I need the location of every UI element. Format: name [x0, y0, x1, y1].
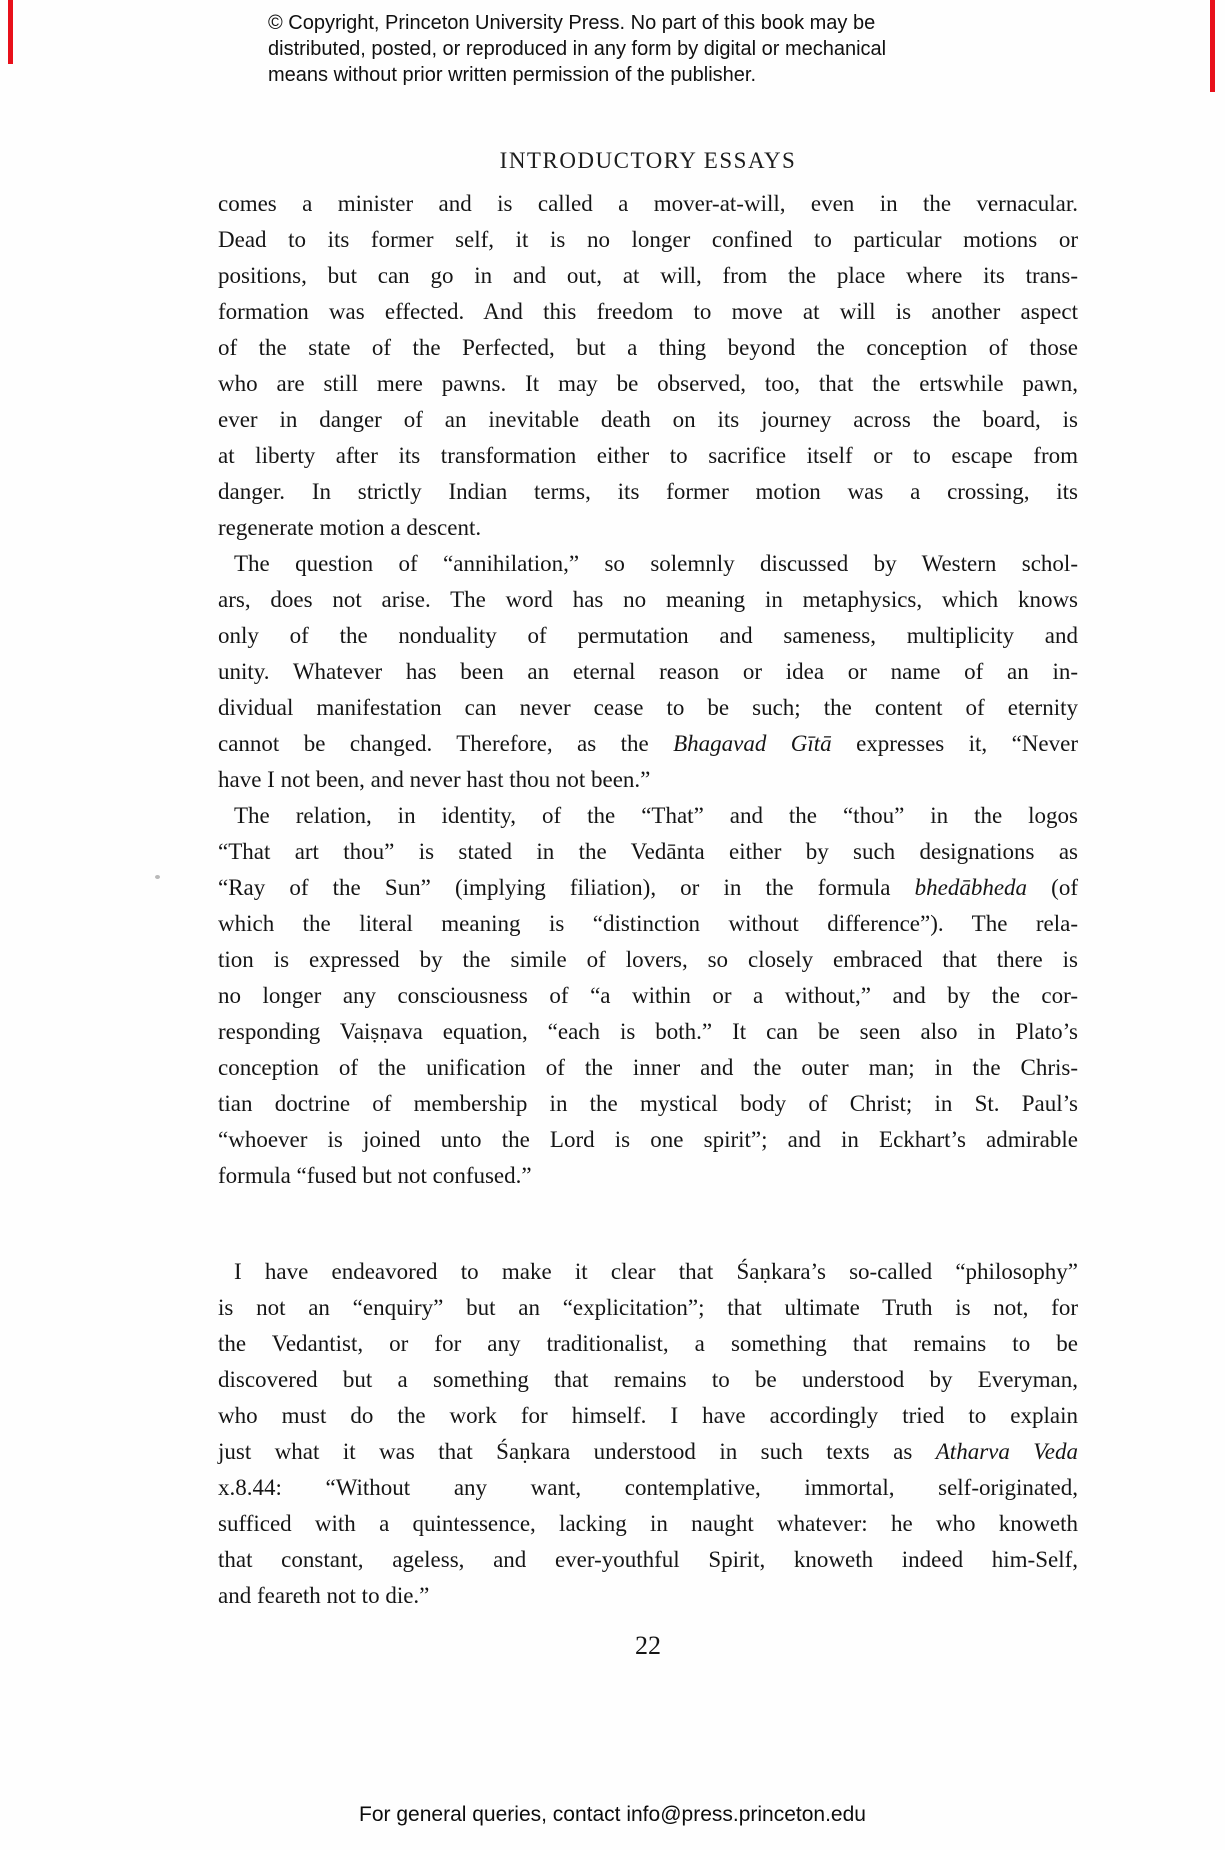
- paragraph: [218, 798, 1078, 1194]
- text-line: ever in danger of an inevitable death on its journey across the board, is: [218, 407, 1078, 432]
- text-line: sufficed with a quintessence, lacking in naught whatever: he who knoweth: [218, 1511, 1078, 1536]
- text-line: unity. Whatever has been an eternal reason or idea or name of an in-: [218, 659, 1078, 684]
- text-line: who must do the work for himself. I have accordingly tried to explain: [218, 1403, 1078, 1428]
- text-line: which the literal meaning is “distinction without difference”). The rela-: [218, 911, 1078, 936]
- text-line: I have endeavored to make it clear that Śaṇkara’s so-called “philosophy”: [234, 1259, 1078, 1284]
- paragraph: [218, 1254, 1078, 1614]
- text-line: discovered but a something that remains to be understood by Everyman,: [218, 1367, 1078, 1392]
- paragraph: [218, 546, 1078, 798]
- text-line: positions, but can go in and out, at will, from the place where its trans-: [218, 263, 1078, 288]
- copyright-line: means without prior written permission of the publisher.: [268, 64, 757, 86]
- text-line: Dead to its former self, it is no longer confined to particular motions or: [218, 227, 1078, 252]
- text-line: The relation, in identity, of the “That” and the “thou” in the logos: [234, 803, 1078, 828]
- copyright-line: distributed, posted, or reproduced in any form by digital or mechanical: [268, 38, 887, 60]
- text-line: only of the nonduality of permutation and sameness, multiplicity and: [218, 623, 1078, 648]
- text-line: no longer any consciousness of “a within or a without,” and by the cor-: [218, 983, 1078, 1008]
- text-line: is not an “enquiry” but an “explicitation”; that ultimate Truth is not, for: [218, 1295, 1078, 1320]
- text-line: “That art thou” is stated in the Vedānta either by such designations as: [218, 839, 1078, 864]
- text-line: “whoever is joined unto the Lord is one spirit”; and in Eckhart’s admirable: [218, 1127, 1078, 1152]
- scan-mark-right: [1210, 0, 1215, 92]
- body-text: [218, 186, 1078, 1614]
- text-line: comes a minister and is called a mover-at-will, even in the vernacular.: [218, 191, 1078, 216]
- text-line: formation was effected. And this freedom to move at will is another aspect: [218, 299, 1078, 324]
- text-line: responding Vaiṣṇava equation, “each is both.” It can be seen also in Plato’s: [218, 1019, 1078, 1044]
- text-line: tion is expressed by the simile of lovers, so closely embraced that there is: [218, 947, 1078, 972]
- text-line: who are still mere pawns. It may be observed, too, that the ertswhile pawn,: [218, 371, 1078, 396]
- text-line: regenerate motion a descent.: [218, 515, 482, 540]
- paragraph: [218, 186, 1078, 546]
- text-line: ars, does not arise. The word has no meaning in metaphysics, which knows: [218, 587, 1078, 612]
- text-line: and feareth not to die.”: [218, 1583, 430, 1608]
- copyright-line: © Copyright, Princeton University Press. No part of this book may be: [268, 12, 876, 34]
- page-number: 22: [635, 1631, 661, 1660]
- text-line: just what it was that Śaṇkara understood in such texts as Atharva Veda: [218, 1439, 1078, 1464]
- text-line: dividual manifestation can never cease to be such; the content of eternity: [218, 695, 1078, 720]
- text-line: conception of the unification of the inner and the outer man; in the Chris-: [218, 1055, 1078, 1080]
- text-line: have I not been, and never hast thou not been.”: [218, 767, 651, 792]
- footer-contact-line: For general queries, contact info@press.princeton.edu: [359, 1803, 866, 1826]
- copyright-notice: [268, 10, 1008, 88]
- text-line: the Vedantist, or for any traditionalist, a something that remains to be: [218, 1331, 1078, 1356]
- text-line: at liberty after its transformation either to sacrifice itself or to escape from: [218, 443, 1078, 468]
- section-heading: INTRODUCTORY ESSAYS: [499, 148, 797, 173]
- text-line: of the state of the Perfected, but a thing beyond the conception of those: [218, 335, 1078, 360]
- text-line: “Ray of the Sun” (implying filiation), or in the formula bhedābheda (of: [218, 875, 1079, 900]
- text-line: tian doctrine of membership in the mystical body of Christ; in St. Paul’s: [218, 1091, 1078, 1116]
- text-line: danger. In strictly Indian terms, its former motion was a crossing, its: [218, 479, 1078, 504]
- text-line: cannot be changed. Therefore, as the Bhagavad Gītā expresses it, “Never: [218, 731, 1078, 756]
- scan-mark-left: [8, 0, 13, 64]
- text-line: The question of “annihilation,” so solemnly discussed by Western schol-: [234, 551, 1078, 576]
- text-line: formula “fused but not confused.”: [218, 1163, 532, 1188]
- text-line: x.8.44: “Without any want, contemplative, immortal, self-originated,: [218, 1475, 1078, 1500]
- text-line: that constant, ageless, and ever-youthful Spirit, knoweth indeed him-Self,: [218, 1547, 1078, 1572]
- scan-speck: [155, 875, 160, 879]
